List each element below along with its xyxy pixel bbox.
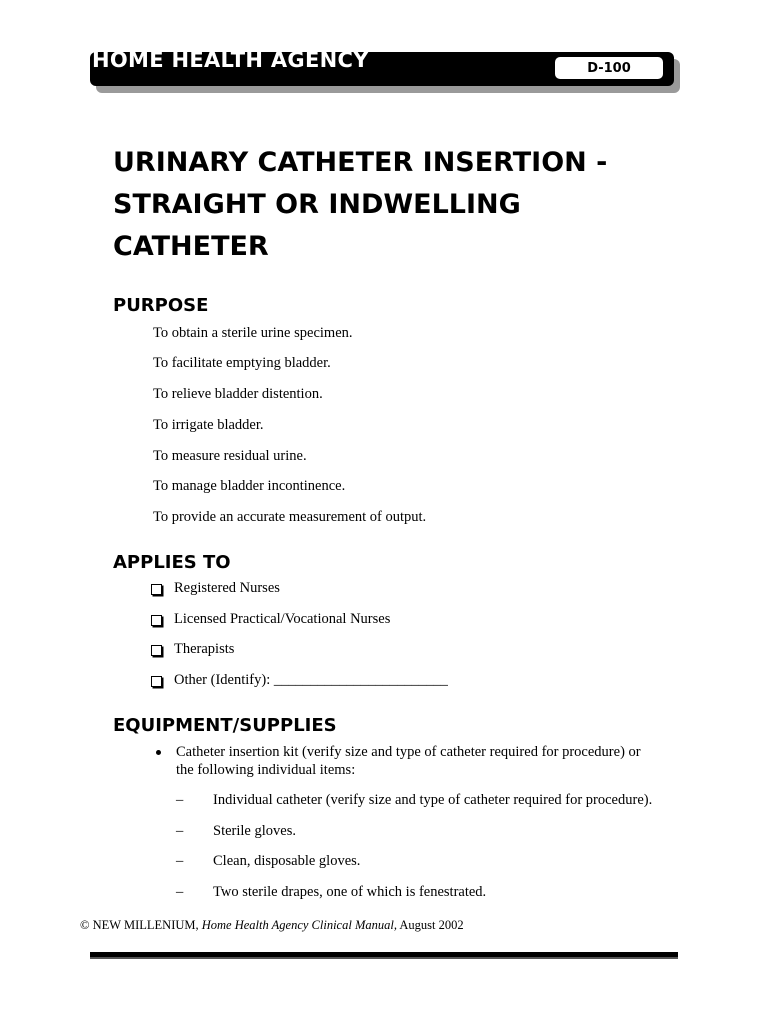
checkbox-icon[interactable] <box>151 645 162 656</box>
title-line-1: URINARY CATHETER INSERTION - <box>113 147 608 178</box>
dash-marker: – <box>176 823 184 839</box>
equipment-item-line: the following individual items: <box>176 762 356 778</box>
dash-marker: – <box>176 792 184 808</box>
footer-manual-title: Home Health Agency Clinical Manual, <box>201 918 397 932</box>
equipment-heading: EQUIPMENT/SUPPLIES <box>113 715 337 736</box>
document-code-badge: D-100 <box>555 57 663 79</box>
footer-date: August 2002 <box>399 918 464 932</box>
dash-marker: – <box>176 853 184 869</box>
purpose-item: To obtain a sterile urine specimen. <box>153 325 353 341</box>
applies-to-item: Therapists <box>174 641 235 657</box>
checkbox-icon[interactable] <box>151 584 162 595</box>
checkbox-icon[interactable] <box>151 676 162 687</box>
purpose-item: To provide an accurate measurement of output. <box>153 509 427 525</box>
footer-rule-shadow <box>90 957 678 959</box>
checkbox-icon[interactable] <box>151 615 162 626</box>
purpose-heading: PURPOSE <box>113 295 209 316</box>
footer-copyright: © NEW MILLENIUM, <box>80 918 199 932</box>
equipment-sub-item: Two sterile drapes, one of which is fenestrated. <box>213 884 487 900</box>
applies-to-heading: APPLIES TO <box>113 552 231 573</box>
title-line-3: CATHETER <box>113 231 269 262</box>
title-line-2: STRAIGHT OR INDWELLING <box>113 189 521 220</box>
agency-name: HOME HEALTH AGENCY <box>92 48 369 72</box>
purpose-item: To relieve bladder distention. <box>153 386 323 402</box>
footer-citation <box>80 918 464 933</box>
applies-to-item: Licensed Practical/Vocational Nurses <box>174 611 391 627</box>
document-title <box>113 142 703 268</box>
purpose-item: To facilitate emptying bladder. <box>153 355 331 371</box>
purpose-item: To measure residual urine. <box>153 448 307 464</box>
purpose-item: To irrigate bladder. <box>153 417 264 433</box>
equipment-sub-item: Sterile gloves. <box>213 823 296 839</box>
applies-to-item: Registered Nurses <box>174 580 280 596</box>
equipment-sub-item: Individual catheter (verify size and type of catheter required for procedure). <box>213 792 653 808</box>
bullet-icon <box>156 750 161 755</box>
equipment-sub-item: Clean, disposable gloves. <box>213 853 361 869</box>
applies-to-item: Other (Identify): ________________________ <box>174 672 448 688</box>
dash-marker: – <box>176 884 184 900</box>
purpose-item: To manage bladder incontinence. <box>153 478 346 494</box>
equipment-item-line: Catheter insertion kit (verify size and type of catheter required for procedure) or <box>176 744 641 760</box>
